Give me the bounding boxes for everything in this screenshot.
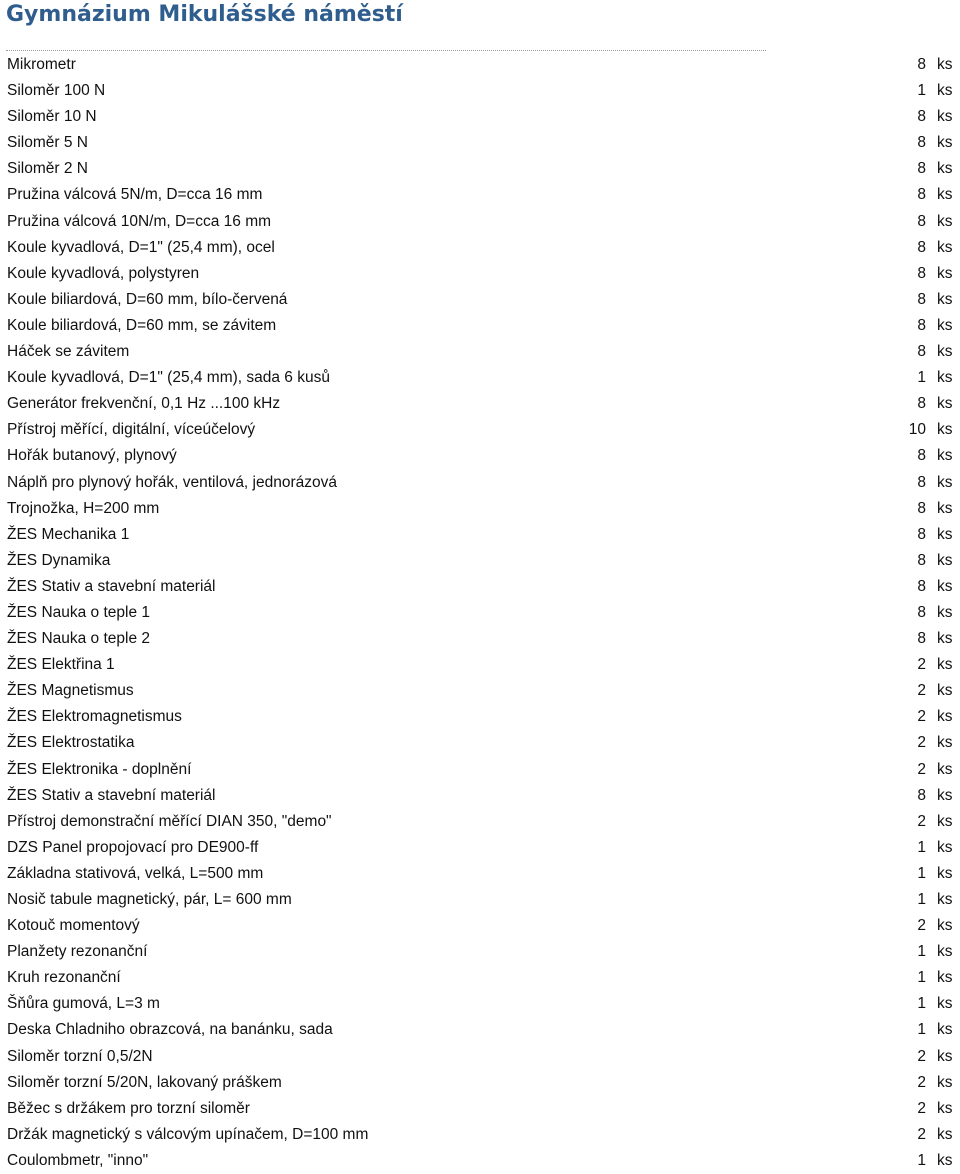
item-unit: ks: [937, 56, 953, 73]
list-item: [0, 913, 960, 939]
item-unit: ks: [937, 1099, 953, 1117]
item-quantity: 8: [917, 343, 926, 361]
item-name: Koule kyvadlová, polystyren: [7, 264, 200, 282]
item-name: ŽES Dynamika: [7, 551, 111, 569]
list-item: [0, 626, 960, 652]
list-item: [0, 391, 960, 417]
item-quantity: 8: [917, 108, 926, 126]
list-item: [0, 1122, 960, 1148]
item-quantity: 8: [917, 551, 926, 569]
item-name: Siloměr 10 N: [7, 108, 97, 126]
item-quantity: 2: [917, 1073, 926, 1091]
item-name: Siloměr torzní 5/20N, lakovaný práškem: [7, 1073, 282, 1091]
item-name: ŽES Elektrostatika: [7, 734, 135, 752]
item-name: ŽES Elektřina 1: [7, 656, 115, 674]
item-unit: ks: [937, 1047, 953, 1065]
item-unit: ks: [937, 395, 953, 413]
item-quantity: 2: [917, 812, 926, 830]
item-name: Siloměr torzní 0,5/2N: [7, 1047, 153, 1065]
list-item: [0, 652, 960, 678]
item-name: Držák magnetický s válcovým upínačem, D=100 mm: [7, 1125, 369, 1143]
list-item: [0, 339, 960, 365]
list-item: [0, 965, 960, 991]
item-quantity: 8: [917, 473, 926, 491]
item-quantity: 2: [917, 917, 926, 935]
item-quantity: 1: [917, 369, 926, 387]
item-unit: ks: [937, 786, 953, 804]
list-item: [0, 574, 960, 600]
item-name: Pružina válcová 5N/m, D=cca 16 mm: [7, 186, 263, 204]
item-unit: ks: [937, 421, 953, 439]
item-name: ŽES Nauka o teple 1: [7, 603, 151, 621]
inventory-list: [0, 52, 960, 1174]
item-quantity: 1: [917, 838, 926, 856]
list-item: [0, 809, 960, 835]
item-name: Náplň pro plynový hořák, ventilová, jednorázová: [7, 473, 337, 491]
item-name: Coulombmetr, "inno": [7, 1151, 149, 1169]
item-name: ŽES Mechanika 1: [7, 525, 130, 543]
item-unit: ks: [937, 577, 953, 595]
item-unit: ks: [937, 551, 953, 569]
item-quantity: 8: [917, 786, 926, 804]
item-quantity: 8: [917, 134, 926, 152]
list-item: [0, 52, 960, 78]
item-name: Kotouč momentový: [7, 917, 140, 935]
item-unit: ks: [937, 995, 953, 1013]
item-unit: ks: [937, 603, 953, 621]
item-quantity: 2: [917, 708, 926, 726]
item-name: ŽES Magnetismus: [7, 682, 134, 700]
item-name: Pružina válcová 10N/m, D=cca 16 mm: [7, 212, 272, 230]
item-name: Planžety rezonanční: [7, 943, 148, 961]
item-name: Nosič tabule magnetický, pár, L= 600 mm: [7, 891, 292, 908]
item-unit: ks: [937, 708, 953, 726]
item-name: Deska Chladniho obrazcová, na banánku, sada: [7, 1021, 333, 1039]
item-name: ŽES Stativ a stavební materiál: [7, 786, 216, 804]
list-item: [0, 1096, 960, 1122]
list-item: [0, 209, 960, 235]
item-name: Běžec s držákem pro torzní siloměr: [7, 1099, 250, 1117]
list-item: [0, 78, 960, 104]
item-unit: ks: [937, 760, 953, 778]
item-quantity: 1: [917, 943, 926, 961]
item-quantity: 8: [917, 56, 926, 73]
item-quantity: 1: [917, 891, 926, 908]
list-item: [0, 1044, 960, 1070]
item-name: Přístroj demonstrační měřící DIAN 350, "demo": [7, 812, 332, 830]
item-quantity: 8: [917, 603, 926, 621]
list-item: [0, 496, 960, 522]
item-unit: ks: [937, 1125, 953, 1143]
item-name: Siloměr 100 N: [7, 82, 106, 100]
list-item: [0, 678, 960, 704]
item-quantity: 2: [917, 1099, 926, 1117]
item-unit: ks: [937, 917, 953, 935]
item-name: Háček se závitem: [7, 343, 130, 361]
item-quantity: 1: [917, 995, 926, 1013]
item-name: Přístroj měřící, digitální, víceúčelový: [7, 421, 256, 439]
list-item: [0, 1017, 960, 1043]
list-item: [0, 182, 960, 208]
item-quantity: 2: [917, 734, 926, 752]
item-unit: ks: [937, 1021, 953, 1039]
item-name: Koule kyvadlová, D=1" (25,4 mm), sada 6 kusů: [7, 369, 330, 387]
item-quantity: 8: [917, 290, 926, 308]
item-quantity: 8: [917, 577, 926, 595]
item-name: Trojnožka, H=200 mm: [7, 499, 160, 517]
list-item: [0, 470, 960, 496]
item-quantity: 1: [917, 1151, 926, 1169]
list-item: [0, 704, 960, 730]
item-quantity: 8: [917, 447, 926, 465]
item-quantity: 8: [917, 316, 926, 334]
item-unit: ks: [937, 238, 953, 256]
list-item: [0, 861, 960, 887]
item-unit: ks: [937, 943, 953, 961]
item-quantity: 2: [917, 682, 926, 700]
item-name: Šňůra gumová, L=3 m: [7, 995, 160, 1013]
item-quantity: 1: [917, 864, 926, 882]
item-quantity: 8: [917, 212, 926, 230]
item-unit: ks: [937, 734, 953, 752]
item-unit: ks: [937, 630, 953, 648]
item-unit: ks: [937, 1151, 953, 1169]
list-item: [0, 600, 960, 626]
item-unit: ks: [937, 82, 953, 100]
item-unit: ks: [937, 864, 953, 882]
item-unit: ks: [937, 682, 953, 700]
item-name: Koule biliardová, D=60 mm, se závitem: [7, 316, 277, 334]
list-item: [0, 939, 960, 965]
item-quantity: 2: [917, 1047, 926, 1065]
item-quantity: 10: [908, 421, 926, 439]
item-quantity: 1: [917, 969, 926, 987]
list-item: [0, 235, 960, 261]
item-name: Mikrometr: [7, 56, 76, 73]
list-item: [0, 287, 960, 313]
item-name: Koule kyvadlová, D=1" (25,4 mm), ocel: [7, 238, 275, 256]
list-item: [0, 783, 960, 809]
item-name: Siloměr 5 N: [7, 134, 88, 152]
item-unit: ks: [937, 369, 953, 387]
item-name: Siloměr 2 N: [7, 160, 88, 178]
item-unit: ks: [937, 969, 953, 987]
list-item: [0, 156, 960, 182]
item-unit: ks: [937, 212, 953, 230]
item-quantity: 1: [917, 1021, 926, 1039]
item-quantity: 8: [917, 238, 926, 256]
list-item: [0, 835, 960, 861]
list-item: [0, 313, 960, 339]
item-unit: ks: [937, 134, 953, 152]
item-unit: ks: [937, 525, 953, 543]
item-quantity: 2: [917, 760, 926, 778]
item-unit: ks: [937, 264, 953, 282]
item-unit: ks: [937, 891, 953, 908]
item-name: Základna stativová, velká, L=500 mm: [7, 864, 264, 882]
item-name: ŽES Elektronika - doplnění: [7, 760, 192, 778]
item-unit: ks: [937, 812, 953, 830]
list-item: [0, 730, 960, 756]
item-quantity: 8: [917, 160, 926, 178]
item-unit: ks: [937, 108, 953, 126]
page-title: Gymnázium Mikulášské náměstí: [6, 2, 403, 27]
list-item: [0, 757, 960, 783]
item-unit: ks: [937, 290, 953, 308]
item-quantity: 2: [917, 656, 926, 674]
item-unit: ks: [937, 656, 953, 674]
list-item: [0, 104, 960, 130]
item-unit: ks: [937, 1073, 953, 1091]
item-name: DZS Panel propojovací pro DE900-ff: [7, 838, 259, 856]
list-item: [0, 130, 960, 156]
item-quantity: 8: [917, 499, 926, 517]
item-name: Hořák butanový, plynový: [7, 447, 177, 465]
item-unit: ks: [937, 343, 953, 361]
list-item: [0, 417, 960, 443]
item-name: ŽES Nauka o teple 2: [7, 630, 151, 648]
item-quantity: 8: [917, 186, 926, 204]
item-unit: ks: [937, 499, 953, 517]
list-item: [0, 991, 960, 1017]
list-item: [0, 443, 960, 469]
item-unit: ks: [937, 838, 953, 856]
item-unit: ks: [937, 447, 953, 465]
item-unit: ks: [937, 316, 953, 334]
list-item: [0, 1148, 960, 1174]
item-unit: ks: [937, 186, 953, 204]
header-divider: [6, 50, 766, 51]
item-quantity: 8: [917, 630, 926, 648]
list-item: [0, 522, 960, 548]
item-quantity: 8: [917, 264, 926, 282]
list-item: [0, 365, 960, 391]
item-name: ŽES Elektromagnetismus: [7, 708, 182, 726]
item-name: Koule biliardová, D=60 mm, bílo-červená: [7, 290, 288, 308]
item-quantity: 1: [917, 82, 926, 100]
list-item: [0, 887, 960, 913]
item-quantity: 2: [917, 1125, 926, 1143]
item-name: Generátor frekvenční, 0,1 Hz ...100 kHz: [7, 395, 281, 413]
list-item: [0, 1070, 960, 1096]
item-name: Kruh rezonanční: [7, 969, 121, 987]
item-quantity: 8: [917, 395, 926, 413]
item-name: ŽES Stativ a stavební materiál: [7, 577, 216, 595]
item-quantity: 8: [917, 525, 926, 543]
list-item: [0, 548, 960, 574]
item-unit: ks: [937, 160, 953, 178]
list-item: [0, 261, 960, 287]
item-unit: ks: [937, 473, 953, 491]
